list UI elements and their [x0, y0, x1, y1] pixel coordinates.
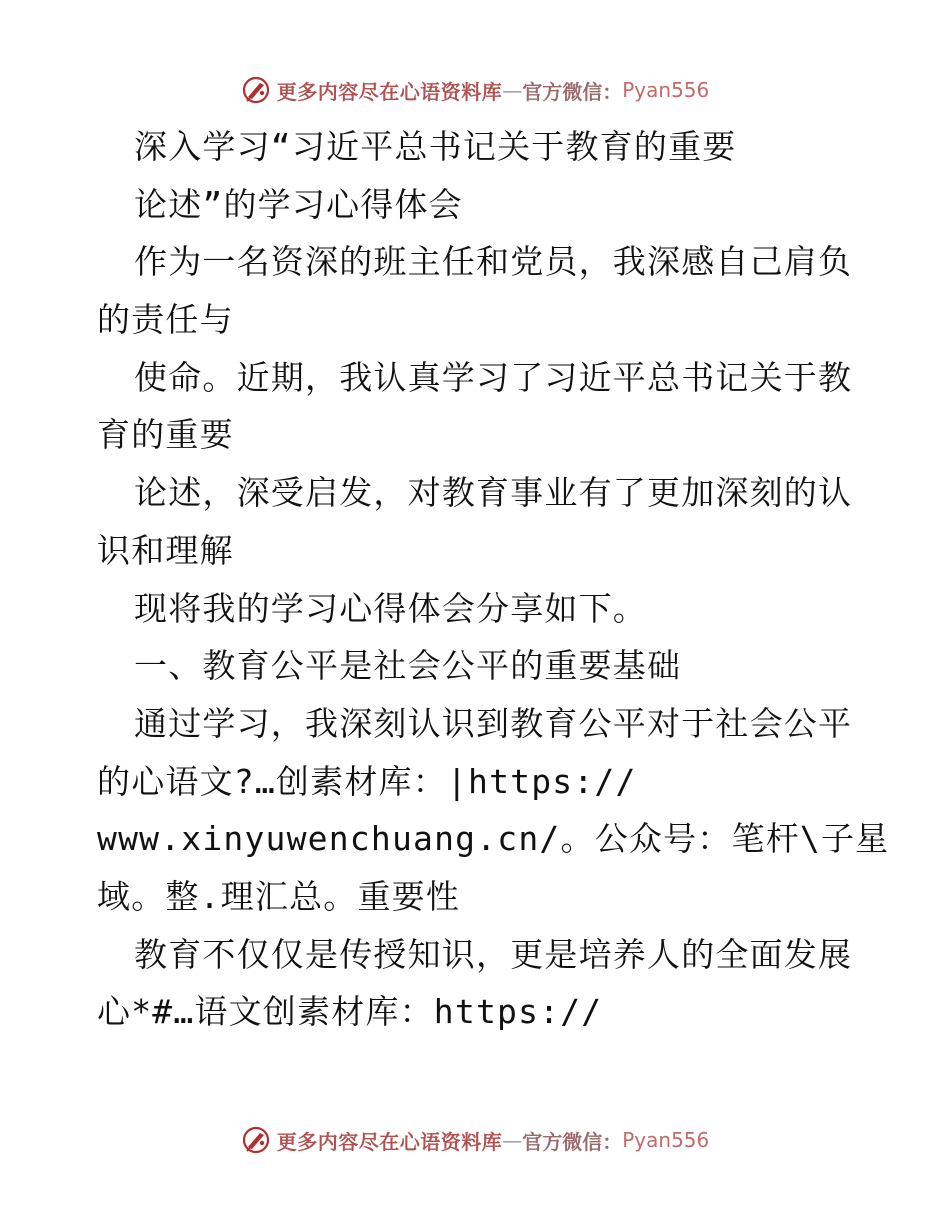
paragraph-line: 通过学习，我深刻认识到教育公平对于社会公平 [134, 703, 853, 743]
banner-wechat-id: Pyan556 [622, 78, 710, 102]
paragraph-line: 论述，深受启发，对教育事业有了更加深刻的认 [134, 473, 853, 513]
banner-main-text: 更多内容尽在心语资料库 [276, 1129, 503, 1154]
paragraph-line: 心*#…语文创素材库：https:// [97, 992, 603, 1032]
paragraph-line: 识和理解 [97, 530, 234, 570]
banner-wechat-label: 官方微信： [522, 79, 623, 104]
paragraph-line: 育的重要 [97, 415, 234, 455]
banner-wechat-id: Pyan556 [622, 1128, 710, 1152]
paragraph-line: 域。整.理汇总。重要性 [97, 876, 461, 916]
quill-pen-logo-icon [241, 1125, 271, 1155]
paragraph-line: 的心语文?…创素材库：|https:// [97, 761, 637, 801]
paragraph-line: 作为一名资深的班主任和党员，我深感自己肩负 [134, 242, 853, 282]
paragraph-line: 的责任与 [97, 300, 234, 340]
quill-pen-logo-icon [241, 75, 271, 105]
paragraph-line: 使命。近期，我认真学习了习近平总书记关于教 [134, 357, 853, 397]
document-body [97, 118, 890, 1041]
header-banner [0, 70, 950, 110]
banner-wechat-label: 官方微信： [522, 1129, 623, 1154]
paragraph-line: www.xinyuwenchuang.cn/。公众号：笔杆\子星 [97, 819, 890, 859]
banner-dash: — [502, 78, 523, 102]
title-line-1: 深入学习“习近平总书记关于教育的重要 [134, 127, 737, 166]
title-line-2: 论述”的学习心得体会 [134, 184, 463, 224]
banner-dash: — [502, 1128, 523, 1152]
footer-banner [0, 1120, 950, 1160]
banner-main-text: 更多内容尽在心语资料库 [276, 79, 503, 104]
paragraph-line: 现将我的学习心得体会分享如下。 [134, 588, 647, 628]
paragraph-line: 教育不仅仅是传授知识，更是培养人的全面发展 [134, 934, 853, 974]
section-heading: 一、教育公平是社会公平的重要基础 [134, 646, 682, 686]
